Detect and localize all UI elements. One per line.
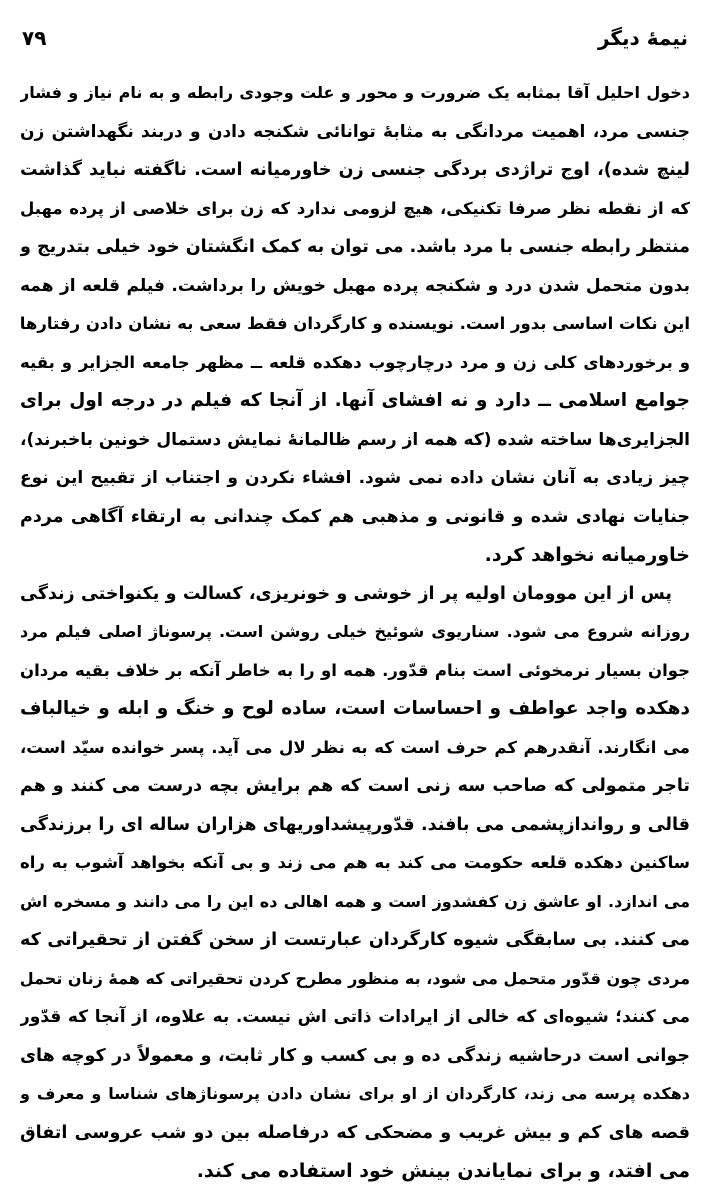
text-line: تاجر متمولی که صاحب سه زنی است که هم برایش بچه درست می کنند و هم	[20, 776, 690, 796]
text-line: دخول احلیل آقا بمثابه یک ضرورت و محور و علت وجودی رابطه و به نام نیاز و فشار	[20, 83, 690, 102]
text-line: جنایات نهادی شده و قانونی و مذهبی هم کمک چندانی به ارتقاء آگاهی مردم	[20, 506, 690, 527]
text-line: مردی چون قدّور متحمل می شود، به منظور مطرح کردن تحقیراتی که همهٔ زنان تحمل	[20, 968, 690, 988]
text-line: می انگارند. آنقدرهم کم حرف است که به نظر لال می آید. پسر خوانده سیّد است،	[20, 737, 690, 757]
text-line: و برخوردهای کلی زن و مرد درچارچوب دهکده قلعه ــ مظهر جامعه الجزایر و بقیه	[20, 352, 690, 372]
page-header	[22, 26, 688, 62]
text-line: دهکده پرسه می زند، کارگردان از او برای نشان دادن پرسوناژهای شناسا و معرف و	[20, 1084, 690, 1103]
text-line: می کنند. بی سابقگی شیوه کارگردان عبارتست از سخن گفتن از تحقیراتی که	[20, 930, 690, 950]
text-line: که از نقطه نظر صرفا تکنیکی، هیچ لزومی ندارد که زن برای خلاصی از پرده مهبل	[20, 198, 690, 218]
text-line: جوانی است درحاشیه زندگی ده و بی کسب و کار ثابت، و معمولاً در کوچه های	[20, 1045, 690, 1066]
text-line: قصه های کم و بیش غریب و مضحکی که درفاصله بین دو شب عروسی اتفاق	[20, 1122, 690, 1143]
text-line: ساکنین دهکده قلعه حکومت می کند به هم می زند و بی آنکه بخواهد آشوب به راه	[20, 853, 690, 872]
text-line: منتظر رابطه جنسی با مرد باشد. می توان به کمک انگشتان خود خیلی بتدریج و	[20, 237, 690, 257]
body-text	[20, 74, 690, 1191]
text-line: بدون متحمل شدن درد و شکنجه پرده مهبل خویش را برداشت. فیلم قلعه از همه	[20, 275, 690, 296]
text-line: چیز زیادی به آنان نشان داده نمی شود. افشاء نکردن و اجتناب از تقبیح این نوع	[20, 468, 690, 488]
text-line: پس از این موومان اولیه پر از خوشی و خونریزی، کسالت و یکنواختی زندگی	[20, 583, 672, 604]
text-line: این نکات اساسی بدور است. نویسنده و کارگردان فقط سعی به نشان دادن رفتارها	[20, 314, 690, 333]
text-line: لینچ شده)، اوج تراژدی بردگی جنسی زن خاورمیانه است. ناگفته نباید گذاشت	[20, 160, 690, 180]
text-line: می کنند؛ شیوه‌ای که خالی از ایرادات ذاتی اش نیست. به علاوه، از آنجا که قدّور	[20, 1007, 690, 1027]
text-line: روزانه شروع می شود. سناریوی شوئیخ خیلی روشن است. پرسوناژ اصلی فیلم مرد	[20, 622, 690, 641]
text-line: الجزایری‌ها ساخته شده (که همه از رسم ظالمانهٔ نمایش دستمال خونین باخبرند)،	[20, 429, 690, 450]
text-line: جوان بسیار نرمخوئی است بنام قدّور. همه او را به خاطر آنکه بر خلاف بقیه مردان	[20, 660, 690, 680]
text-line: می اندازد. او عاشق زن کفشدوز است و همه اهالی ده این را می دانند و مسخره اش	[20, 891, 690, 911]
page-number: ۷۹	[22, 26, 47, 50]
text-line: می افتد، و برای نمایاندن بینش خود استفاده می کند.	[196, 1160, 690, 1182]
text-line: دهکده واجد عواطف و احساسات است، ساده لوح و خنگ و ابله و خیالباف	[20, 698, 690, 719]
text-line: قالی و رواندازپشمی می بافند. قدّورپیشداوریهای هزاران ساله ای را برزندگی	[20, 814, 690, 835]
text-line: خاورمیانه نخواهد کرد.	[484, 544, 690, 566]
text-line: جوامع اسلامی ــ دارد و نه افشای آنها. از آنجا که فیلم در درجه اول برای	[20, 390, 690, 411]
text-line: جنسی مرد، اهمیت مردانگی به مثابهٔ توانائی شکنجه دادن و دربند نگهداشتن زن	[20, 121, 690, 142]
running-title: نیمهٔ دیگر	[597, 26, 688, 50]
